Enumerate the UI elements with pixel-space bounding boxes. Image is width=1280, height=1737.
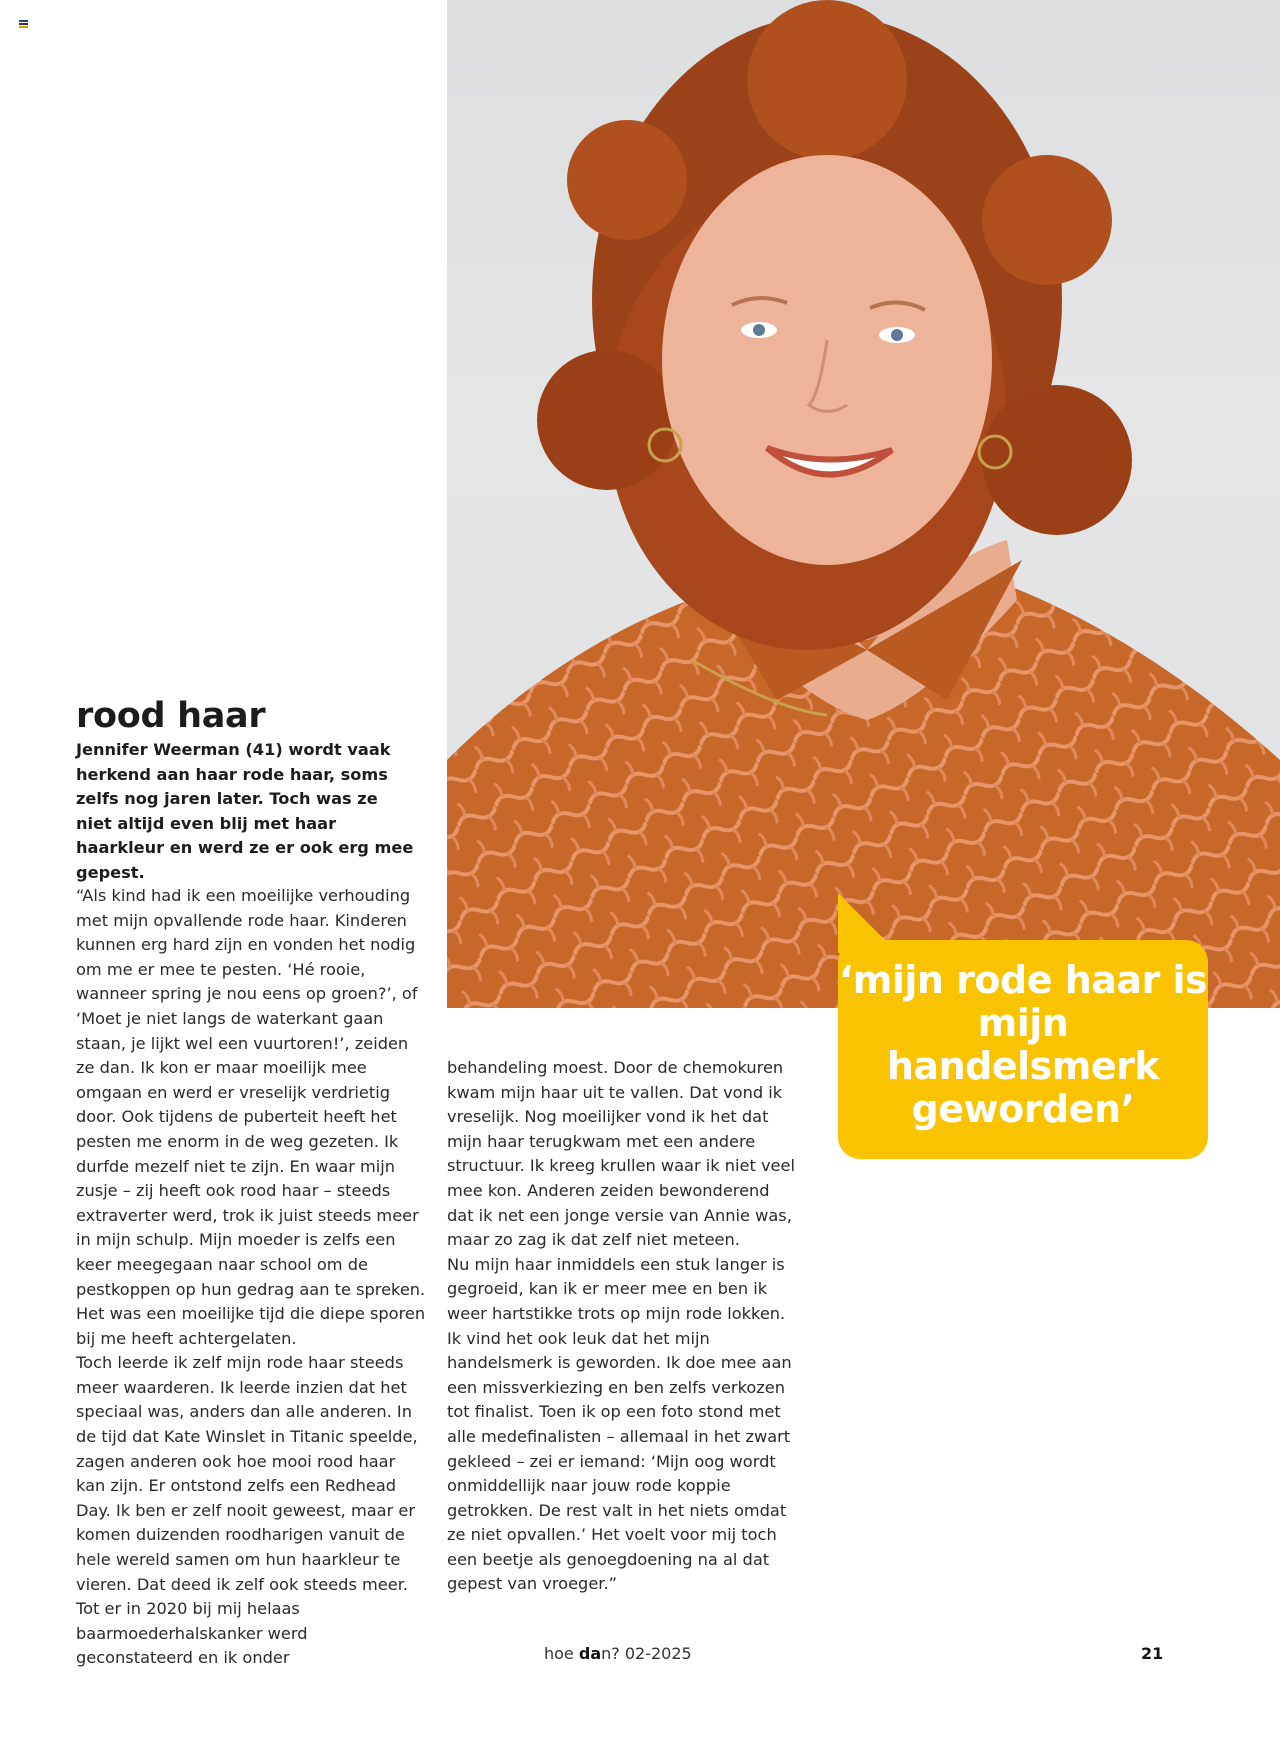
article-column-1 bbox=[76, 884, 426, 1671]
article-intro: Jennifer Weerman (41) wordt vaak herkend aan haar rode haar, soms zelfs nog jaren later. Toch was ze niet altijd even blij met haar haarkleur en werd ze er ook erg mee gepest. bbox=[76, 740, 414, 882]
menu-icon[interactable] bbox=[19, 20, 28, 29]
body-paragraph: “Als kind had ik een moeilijke verhouding met mijn opvallende rode haar. Kinderen kunnen erg hard zijn en vonden het nodig om me er mee te pesten. ‘Hé rooie, wanneer spring je nou eens op groen?’, of ‘Moet je niet langs de waterkant gaan staan, je lijkt wel een vuurtoren!’, zeiden ze dan. Ik kon er maar moeilijk mee omgaan en werd er vreselijk verdrietig door. Ook tijdens de puberteit heeft het pesten me enorm in de weg gezeten. Ik durfde mezelf niet te zijn. En waar mijn zusje – zij heeft ook rood haar – steeds extraverter werd, trok ik juist steeds meer in mijn schulp. Mijn moeder is zelfs een keer meegegaan naar school om de pestkoppen op hun gedrag aan te spreken. Het was een moeilijke tijd die diepe sporen bij me heeft achtergelaten. bbox=[76, 886, 426, 1348]
brand-name-end: n? bbox=[601, 1644, 620, 1663]
article-column-2 bbox=[447, 1056, 797, 1597]
body-paragraph: behandeling moest. Door de chemokuren kwam mijn haar uit te vallen. Dat vond ik vreselijk. Nog moeilijker vond ik het dat mijn haar terugkwam met een andere structuur. Ik kreeg krullen waar ik niet veel mee kon. Anderen zeiden bewonderend dat ik net een jonge versie van Annie was, maar zo zag ik dat zelf niet meteen. bbox=[447, 1058, 795, 1250]
footer-brand bbox=[544, 1644, 692, 1663]
article-headline: rood haar bbox=[76, 696, 266, 736]
page-number: 21 bbox=[1141, 1644, 1164, 1663]
body-paragraph: Tot er in 2020 bij mij helaas baarmoederhalskanker werd geconstateerd en ik onder bbox=[76, 1599, 308, 1668]
body-paragraph: Toch leerde ik zelf mijn rode haar steeds meer waarderen. Ik leerde inzien dat het speciaal was, anders dan alle anderen. In de tijd dat Kate Winslet in Titanic speelde, zagen anderen ook hoe mooi rood haar kan zijn. Er ontstond zelfs een Redhead Day. Ik ben er zelf nooit geweest, maar er komen duizenden roodharigen vanuit de hele wereld samen om hun haarkleur te vieren. Dat deed ik zelf ook steeds meer. bbox=[76, 1353, 418, 1594]
portrait-photo bbox=[447, 0, 1280, 1008]
brand-name-start: hoe bbox=[544, 1644, 579, 1663]
brand-name-bold: da bbox=[578, 1644, 602, 1663]
issue-number: 02-2025 bbox=[624, 1644, 692, 1663]
pull-quote: ‘mijn rode haar is mijn handelsmerk geworden’ bbox=[838, 958, 1208, 1131]
body-paragraph: Nu mijn haar inmiddels een stuk langer is gegroeid, kan ik er meer mee en ben ik weer hartstikke trots op mijn rode lokken. Ik vind het ook leuk dat het mijn handelsmerk is geworden. Ik doe mee aan een missverkiezing en ben zelfs verkozen tot finalist. Toen ik op een foto stond met alle medefinalisten – allemaal in het zwart gekleed – zei er iemand: ‘Mijn oog wordt onmiddellijk naar jouw rode koppie getrokken. De rest valt in het niets omdat ze niet opvallen.’ Het voelt voor mij toch een beetje als genoegdoening na al dat gepest van vroeger.” bbox=[447, 1254, 792, 1594]
